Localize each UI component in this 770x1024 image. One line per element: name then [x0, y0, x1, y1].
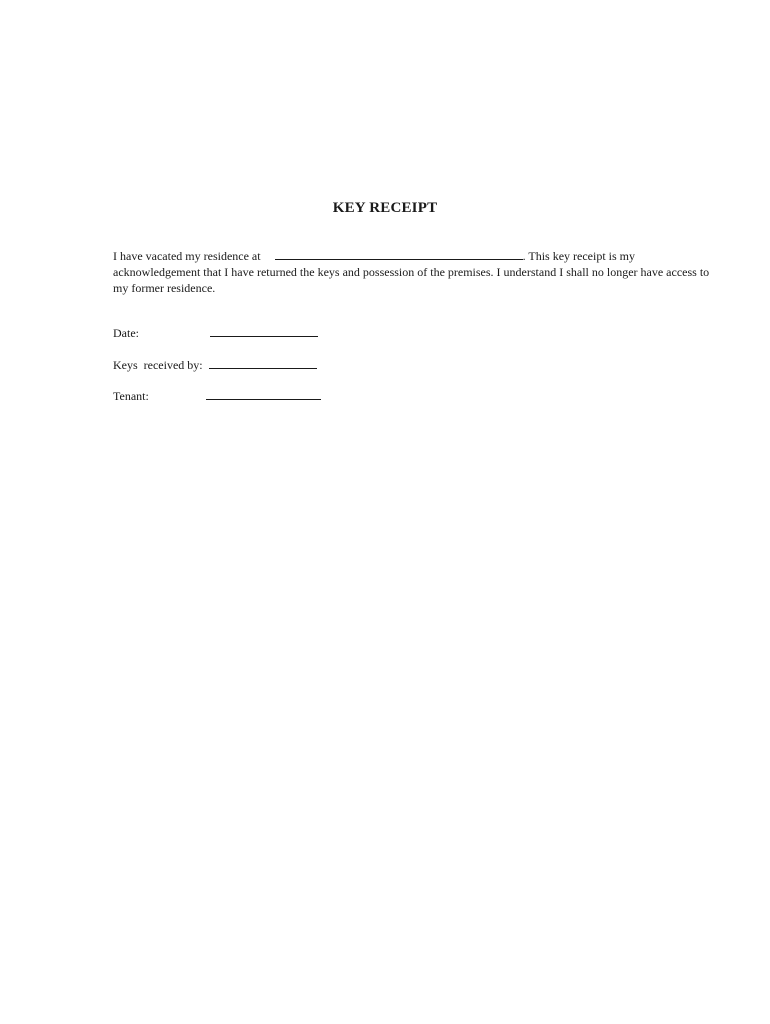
- tenant-blank[interactable]: [206, 388, 321, 400]
- document-title: KEY RECEIPT: [332, 200, 438, 216]
- date-blank[interactable]: [210, 325, 318, 337]
- paragraph-suffix: . This key receipt is my acknowledgement that I have returned the keys and possession of the premises. I understand I shall no longer have access to my former residence.: [113, 249, 710, 295]
- date-label: Date:: [113, 326, 139, 340]
- acknowledgement-paragraph: [113, 248, 713, 296]
- date-field: [113, 325, 139, 341]
- residence-address-blank[interactable]: [275, 248, 523, 260]
- keys-received-by-label: Keys received by:: [113, 358, 203, 372]
- tenant-field: [113, 388, 149, 404]
- keys-received-by-blank[interactable]: [209, 357, 317, 369]
- keys-received-by-field: [113, 357, 203, 373]
- tenant-label: Tenant:: [113, 389, 149, 403]
- paragraph-prefix: I have vacated my residence at: [113, 249, 261, 263]
